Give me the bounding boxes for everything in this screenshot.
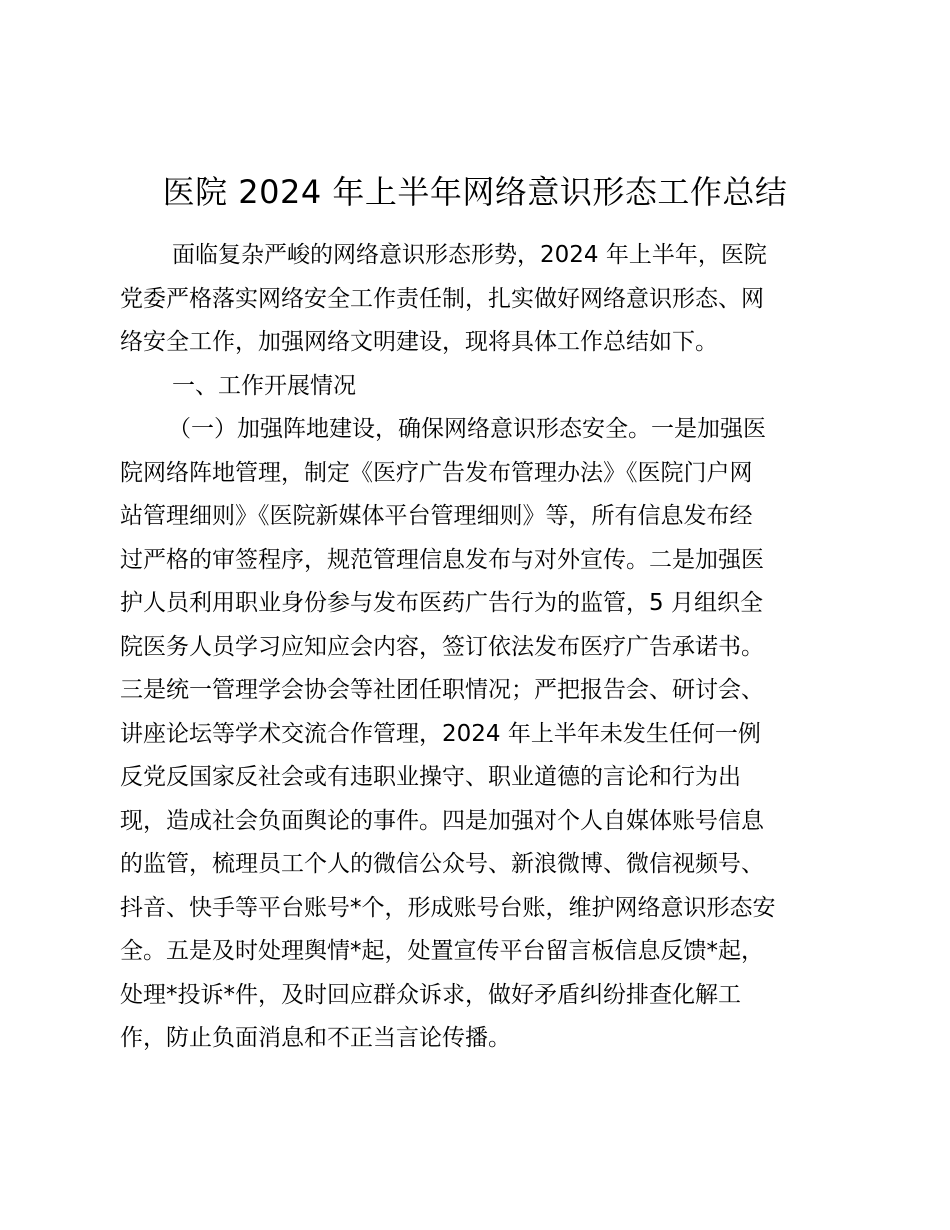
paragraph-line: 院医务人员学习应知应会内容，签订依法发布医疗广告承诺书。 bbox=[120, 633, 764, 660]
paragraph-line: 三是统一管理学会协会等社团任职情况；严把报告会、研讨会、 bbox=[120, 677, 764, 703]
paragraph-line: 讲座论坛等学术交流合作管理，2024 年上半年未发生任何一例 bbox=[120, 720, 761, 747]
paragraph-line: 现，造成社会负面舆论的事件。四是加强对个人自媒体账号信息 bbox=[120, 807, 764, 834]
paragraph-line: 院网络阵地管理，制定《医疗广告发布管理办法》《医院门户网 bbox=[120, 459, 753, 486]
document-title: 医院 2024 年上半年网络意识形态工作总结 bbox=[162, 173, 788, 211]
paragraph-line: 护人员利用职业身份参与发布医药广告行为的监管，5 月组织全 bbox=[120, 590, 763, 616]
document-body bbox=[120, 234, 836, 1061]
paragraph-line: 处理*投诉*件，及时回应群众诉求，做好矛盾纠纷排查化解工 bbox=[120, 981, 741, 1008]
paragraph-line: 络安全工作，加强网络文明建设，现将具体工作总结如下。 bbox=[120, 329, 718, 355]
paragraph-line: 抖音、快手等平台账号*个，形成账号台账，维护网络意识形态安 bbox=[120, 894, 776, 921]
paragraph-line: 全。五是及时处理舆情*起，处置宣传平台留言板信息反馈*起， bbox=[120, 938, 764, 964]
paragraph-line: 反党反国家反社会或有违职业操守、职业道德的言论和行为出 bbox=[120, 764, 741, 790]
paragraph-line: 过严格的审签程序，规范管理信息发布与对外宣传。二是加强医 bbox=[120, 546, 764, 573]
subsection-heading-line: （一）加强阵地建设，确保网络意识形态安全。一是加强医 bbox=[168, 416, 766, 442]
paragraph-line: 作，防止负面消息和不正当言论传播。 bbox=[120, 1025, 511, 1051]
paragraph-line: 面临复杂严峻的网络意识形态形势，2024 年上半年，医院 bbox=[172, 242, 767, 268]
paragraph-line: 党委严格落实网络安全工作责任制，扎实做好网络意识形态、网 bbox=[120, 285, 764, 312]
section-heading: 一、工作开展情况 bbox=[172, 372, 356, 399]
paragraph-line: 站管理细则》《医院新媒体平台管理细则》等，所有信息发布经 bbox=[120, 503, 753, 529]
paragraph-line: 的监管，梳理员工个人的微信公众号、新浪微博、微信视频号、 bbox=[120, 851, 764, 877]
